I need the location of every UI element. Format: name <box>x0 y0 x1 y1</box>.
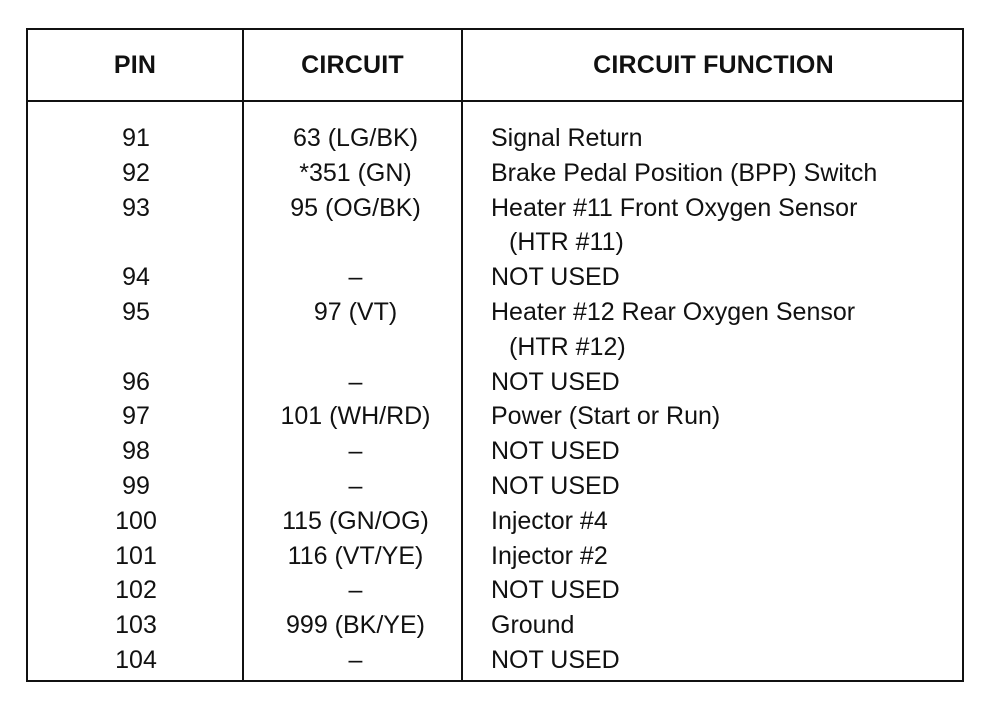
circuit-cell: 101 (WH/RD) <box>280 402 431 431</box>
table-row <box>28 643 962 678</box>
circuit-function-text: NOT USED <box>491 576 620 605</box>
circuit-function-cell <box>461 643 962 678</box>
table-row <box>28 573 962 608</box>
pin-cell: 97 <box>122 402 150 431</box>
circuit-function-text: NOT USED <box>491 263 620 292</box>
pin-cell: 100 <box>115 506 157 535</box>
table-row <box>28 399 962 434</box>
table-row <box>28 608 962 643</box>
circuit-function-text: Heater #12 Rear Oxygen Sensor <box>491 297 856 326</box>
circuit-cell: 63 (LG/BK) <box>292 124 419 152</box>
circuit-cell: 115 (GN/OG) <box>282 506 429 535</box>
pin-cell: 92 <box>122 158 150 187</box>
header-pin: PIN <box>113 51 157 79</box>
circuit-cell: – <box>348 471 363 500</box>
circuit-cell: 95 (OG/BK) <box>290 193 421 222</box>
pin-table <box>26 28 964 682</box>
circuit-function-cell <box>461 121 962 156</box>
pin-cell: 94 <box>122 263 150 292</box>
circuit-cell: 999 (BK/YE) <box>286 611 425 640</box>
table-row <box>28 121 962 156</box>
circuit-function-text: Injector #4 <box>491 506 608 535</box>
circuit-function-text: Ground <box>491 611 575 640</box>
pin-cell: 103 <box>115 611 157 640</box>
circuit-cell: *351 (GN) <box>299 158 412 187</box>
circuit-function-cell <box>461 608 962 643</box>
pin-cell: 102 <box>115 576 157 605</box>
circuit-function-text: Injector #2 <box>491 541 608 570</box>
table-row <box>28 260 962 295</box>
pin-cell: 98 <box>122 437 150 466</box>
pin-cell: 91 <box>122 124 150 152</box>
header-circuit: CIRCUIT <box>301 51 404 79</box>
table-body <box>28 121 962 678</box>
circuit-function-text: Brake Pedal Position (BPP) Switch <box>491 158 878 187</box>
circuit-function-text: Power (Start or Run) <box>491 402 721 431</box>
circuit-cell: – <box>348 437 363 466</box>
circuit-cell: – <box>348 263 363 292</box>
circuit-function-cell <box>461 260 962 295</box>
circuit-function-text: NOT USED <box>491 437 620 466</box>
circuit-function-continuation: (HTR #12) <box>509 332 626 361</box>
table-row <box>28 156 962 191</box>
circuit-function-cell <box>461 295 962 365</box>
pin-cell: 95 <box>122 297 150 326</box>
table-row <box>28 469 962 504</box>
circuit-function-cell <box>461 399 962 434</box>
table-row <box>28 434 962 469</box>
circuit-cell: 116 (VT/YE) <box>287 541 424 570</box>
circuit-function-cell <box>461 539 962 574</box>
circuit-function-text: Heater #11 Front Oxygen Sensor <box>491 193 858 222</box>
table-row <box>28 504 962 539</box>
circuit-function-cell <box>461 191 962 261</box>
header-circuit-function: CIRCUIT FUNCTION <box>593 51 834 79</box>
circuit-function-cell <box>461 156 962 191</box>
table-row <box>28 191 962 261</box>
pin-cell: 104 <box>115 645 157 674</box>
pin-cell: 96 <box>122 367 150 396</box>
circuit-cell: – <box>348 645 363 674</box>
header-divider <box>28 100 962 102</box>
circuit-function-text: Signal Return <box>491 124 643 152</box>
pin-cell: 93 <box>122 193 150 222</box>
table-row <box>28 539 962 574</box>
circuit-cell: 97 (VT) <box>313 297 398 326</box>
circuit-function-text: NOT USED <box>491 645 620 674</box>
circuit-function-cell <box>461 573 962 608</box>
circuit-function-cell <box>461 469 962 504</box>
pin-cell: 99 <box>122 471 150 500</box>
circuit-cell: – <box>348 367 363 396</box>
circuit-function-text: NOT USED <box>491 471 620 500</box>
circuit-function-continuation: (HTR #11) <box>509 228 624 257</box>
table-row <box>28 295 962 365</box>
table-row <box>28 365 962 400</box>
circuit-function-cell <box>461 434 962 469</box>
circuit-function-text: NOT USED <box>491 367 620 396</box>
circuit-cell: – <box>348 576 363 605</box>
circuit-function-cell <box>461 504 962 539</box>
pin-cell: 101 <box>115 541 157 570</box>
circuit-function-cell <box>461 365 962 400</box>
